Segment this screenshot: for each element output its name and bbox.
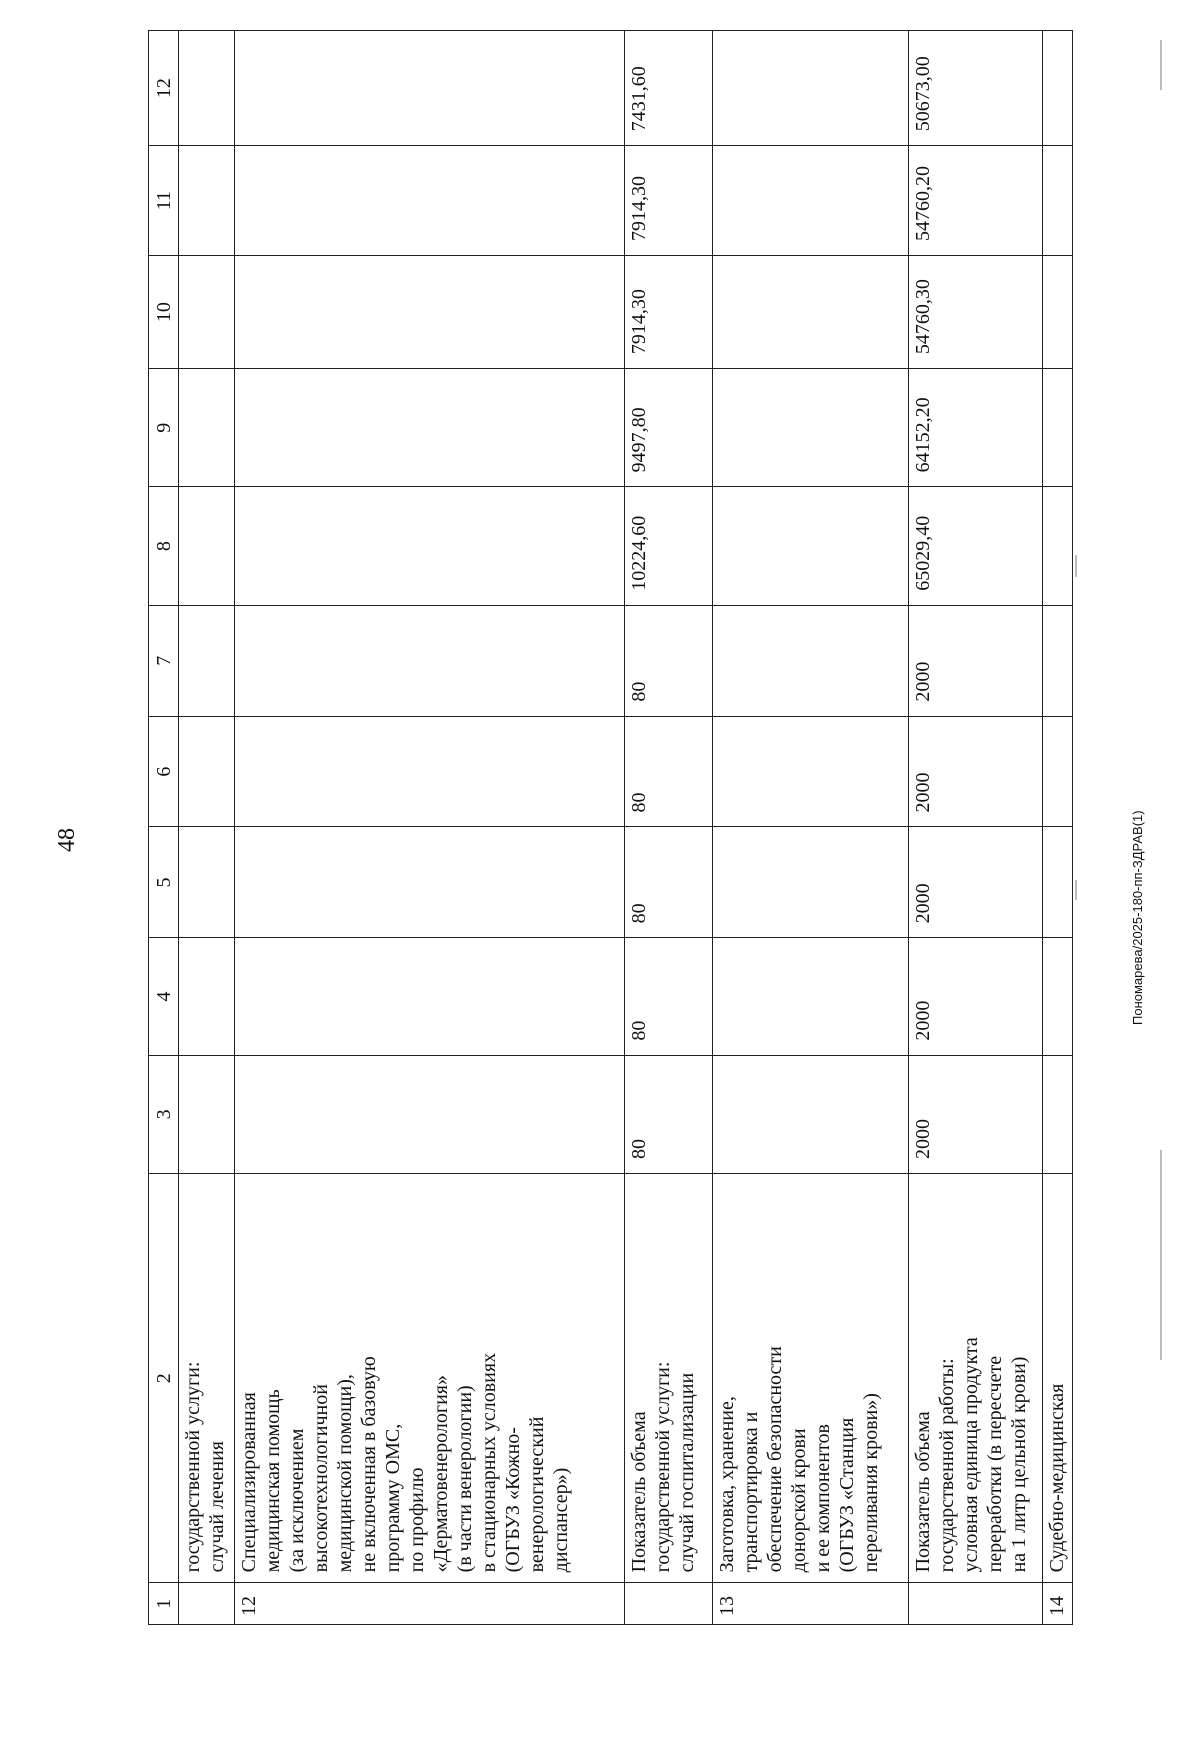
value-cell-col-12 bbox=[179, 31, 235, 146]
value-cell-col-3 bbox=[179, 1055, 235, 1173]
row-number-cell bbox=[909, 1583, 1043, 1625]
value-cell-col-11 bbox=[1043, 146, 1073, 256]
value-cell-col-8 bbox=[179, 487, 235, 605]
data-table bbox=[148, 30, 1073, 1625]
value-cell-col-3: 80 bbox=[625, 1055, 713, 1173]
value-cell-col-5: 80 bbox=[625, 827, 713, 938]
value-cell-col-9: 64152,20 bbox=[909, 369, 1043, 487]
col-header-10: 10 bbox=[149, 256, 179, 369]
col-header-11: 11 bbox=[149, 146, 179, 256]
value-cell-col-11 bbox=[713, 146, 909, 256]
row-label-cell: Судебно-медицинская bbox=[1043, 1174, 1073, 1583]
value-cell-col-6: 2000 bbox=[909, 716, 1043, 827]
row-label-cell: Показатель объема государственной работы: условная единица продукта переработки (в пересчете на 1 литр цельной крови) bbox=[909, 1174, 1043, 1583]
row-number-cell: 12 bbox=[235, 1583, 625, 1625]
row-label-cell: Заготовка, хранение, транспортировка и обеспечение безопасности донорской крови и ее компонентов (ОГБУЗ «Станция переливания крови») bbox=[713, 1174, 909, 1583]
value-cell-col-10: 54760,30 bbox=[909, 256, 1043, 369]
value-cell-col-7: 80 bbox=[625, 605, 713, 716]
value-cell-col-12 bbox=[1043, 31, 1073, 146]
value-cell-col-12: 7431,60 bbox=[625, 31, 713, 146]
value-cell-col-8 bbox=[235, 487, 625, 605]
value-cell-col-5 bbox=[1043, 827, 1073, 938]
value-cell-col-12 bbox=[235, 31, 625, 146]
value-cell-col-4 bbox=[235, 938, 625, 1055]
document-reference: Пономарева/2025-180-пп-ЗДРАВ(1) bbox=[1130, 810, 1145, 1025]
value-cell-col-9 bbox=[713, 369, 909, 487]
value-cell-col-6 bbox=[713, 716, 909, 827]
value-cell-col-7 bbox=[179, 605, 235, 716]
value-cell-col-4 bbox=[713, 938, 909, 1055]
value-cell-col-9 bbox=[179, 369, 235, 487]
value-cell-col-8: 10224,60 bbox=[625, 487, 713, 605]
table-body bbox=[179, 31, 1073, 1625]
row-number-cell: 14 bbox=[1043, 1583, 1073, 1625]
col-header-7: 7 bbox=[149, 605, 179, 716]
col-header-1: 1 bbox=[149, 1583, 179, 1625]
value-cell-col-11: 7914,30 bbox=[625, 146, 713, 256]
value-cell-col-3 bbox=[235, 1055, 625, 1173]
value-cell-col-10 bbox=[235, 256, 625, 369]
scan-mark bbox=[1160, 40, 1162, 90]
value-cell-col-9 bbox=[1043, 369, 1073, 487]
table-row bbox=[713, 31, 909, 1625]
value-cell-col-7 bbox=[713, 605, 909, 716]
row-label-cell: Показатель объема государственной услуги: случай госпитализации bbox=[625, 1174, 713, 1583]
value-cell-col-11 bbox=[179, 146, 235, 256]
table-row bbox=[235, 31, 625, 1625]
value-cell-col-6 bbox=[1043, 716, 1073, 827]
value-cell-col-10 bbox=[1043, 256, 1073, 369]
table-row bbox=[909, 31, 1043, 1625]
value-cell-col-10: 7914,30 bbox=[625, 256, 713, 369]
table-row bbox=[179, 31, 235, 1625]
col-header-6: 6 bbox=[149, 716, 179, 827]
col-header-8: 8 bbox=[149, 487, 179, 605]
value-cell-col-8 bbox=[1043, 487, 1073, 605]
value-cell-col-3 bbox=[1043, 1055, 1073, 1173]
value-cell-col-3 bbox=[713, 1055, 909, 1173]
table-row bbox=[1043, 31, 1073, 1625]
value-cell-col-3: 2000 bbox=[909, 1055, 1043, 1173]
scan-mark bbox=[1075, 880, 1077, 900]
value-cell-col-8 bbox=[713, 487, 909, 605]
row-number-cell: 13 bbox=[713, 1583, 909, 1625]
value-cell-col-12: 50673,00 bbox=[909, 31, 1043, 146]
value-cell-col-6 bbox=[235, 716, 625, 827]
value-cell-col-4: 2000 bbox=[909, 938, 1043, 1055]
row-label-cell: государственной услуги: случай лечения bbox=[179, 1174, 235, 1583]
value-cell-col-4: 80 bbox=[625, 938, 713, 1055]
value-cell-col-10 bbox=[179, 256, 235, 369]
value-cell-col-9 bbox=[235, 369, 625, 487]
value-cell-col-5 bbox=[179, 827, 235, 938]
value-cell-col-7: 2000 bbox=[909, 605, 1043, 716]
value-cell-col-6: 80 bbox=[625, 716, 713, 827]
value-cell-col-5 bbox=[235, 827, 625, 938]
value-cell-col-4 bbox=[179, 938, 235, 1055]
col-header-9: 9 bbox=[149, 369, 179, 487]
value-cell-col-10 bbox=[713, 256, 909, 369]
value-cell-col-7 bbox=[235, 605, 625, 716]
row-label-cell: Специализированная медицинская помощь (за исключением высокотехнологичной медицинской помощи), не включенная в базовую программу ОМС, по профилю «Дерматовенерология» (в части венерологии) в стационарных условиях (ОГБУЗ «Кожно- венерологический диспансер») bbox=[235, 1174, 625, 1583]
value-cell-col-12 bbox=[713, 31, 909, 146]
row-number-cell bbox=[179, 1583, 235, 1625]
value-cell-col-8: 65029,40 bbox=[909, 487, 1043, 605]
scan-mark bbox=[1160, 1150, 1162, 1360]
row-number-cell bbox=[625, 1583, 713, 1625]
value-cell-col-4 bbox=[1043, 938, 1073, 1055]
col-header-3: 3 bbox=[149, 1055, 179, 1173]
value-cell-col-5 bbox=[713, 827, 909, 938]
col-header-2: 2 bbox=[149, 1174, 179, 1583]
col-header-12: 12 bbox=[149, 31, 179, 146]
table-row bbox=[625, 31, 713, 1625]
page-number: 48 bbox=[54, 828, 80, 852]
value-cell-col-11 bbox=[235, 146, 625, 256]
rotated-table-wrapper bbox=[148, 30, 1068, 1625]
value-cell-col-11: 54760,20 bbox=[909, 146, 1043, 256]
value-cell-col-5: 2000 bbox=[909, 827, 1043, 938]
header-row bbox=[149, 31, 179, 1625]
scan-mark bbox=[1075, 555, 1077, 577]
col-header-4: 4 bbox=[149, 938, 179, 1055]
value-cell-col-6 bbox=[179, 716, 235, 827]
value-cell-col-7 bbox=[1043, 605, 1073, 716]
col-header-5: 5 bbox=[149, 827, 179, 938]
value-cell-col-9: 9497,80 bbox=[625, 369, 713, 487]
